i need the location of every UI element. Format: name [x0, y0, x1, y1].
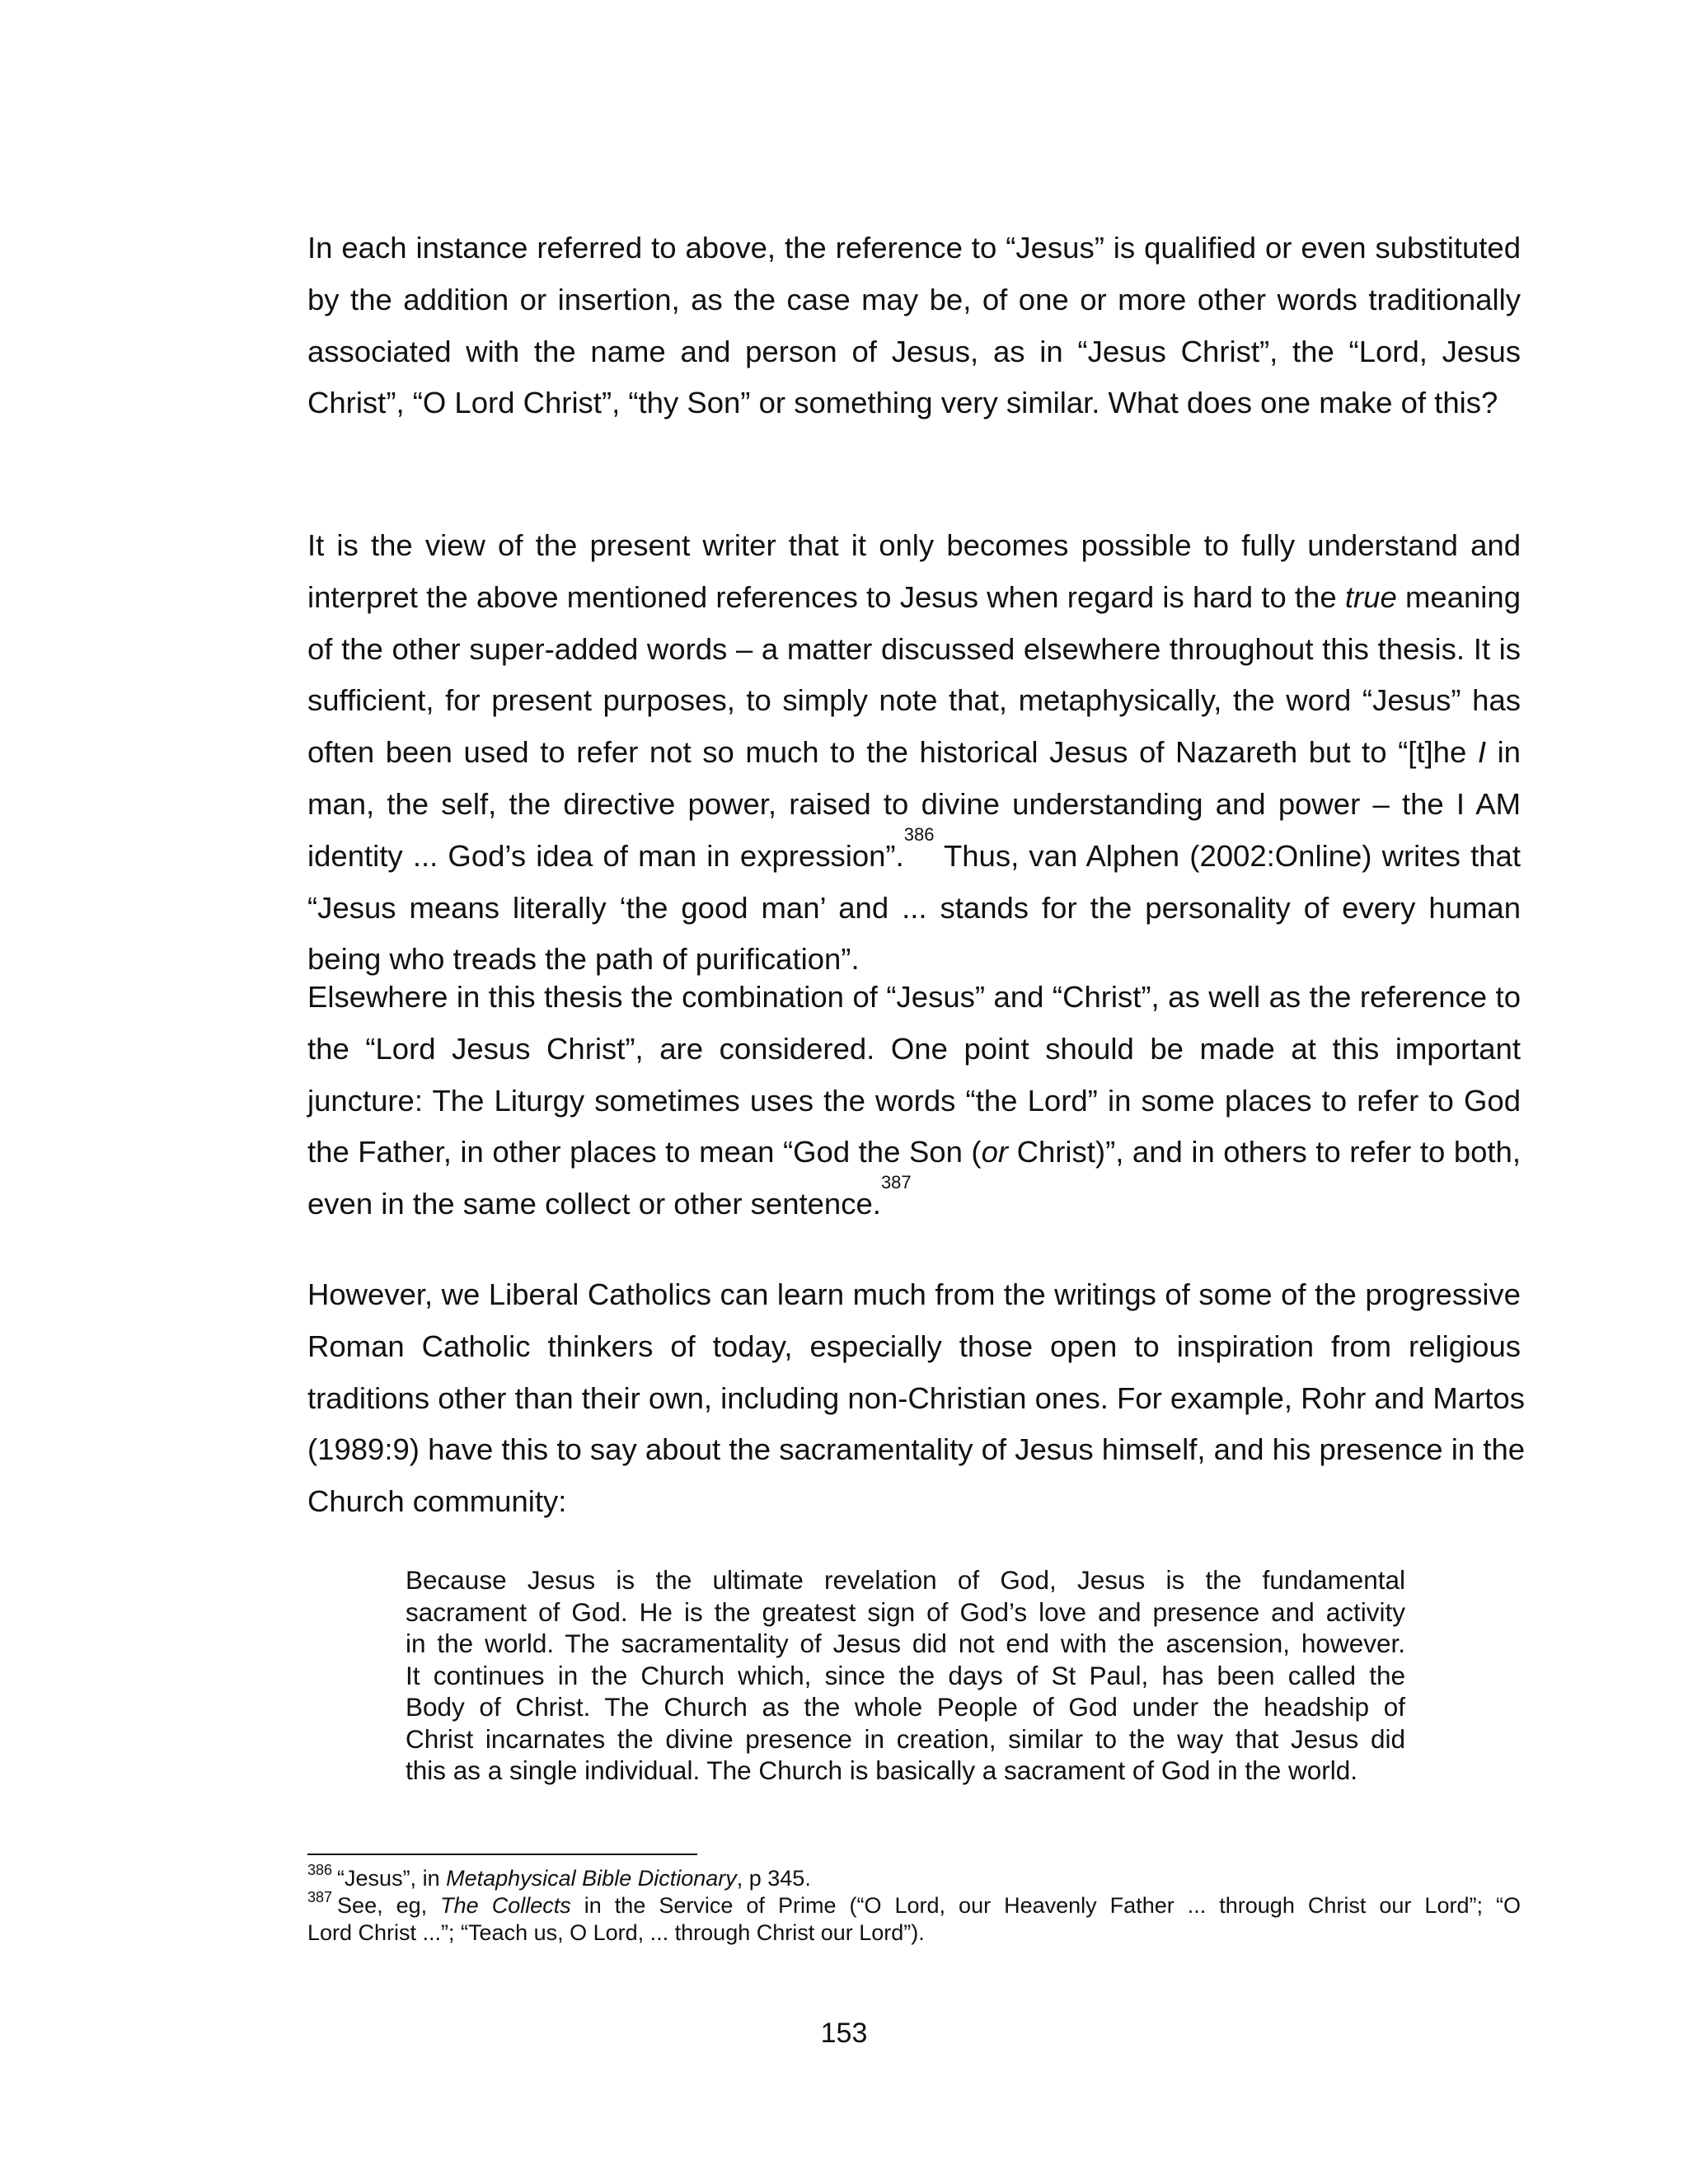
footnote-line — [307, 1862, 1521, 1892]
footnote-divider — [307, 1854, 697, 1855]
text-segment: identity ... God’s idea of man in expression”. — [307, 838, 904, 873]
footnote-number: 386 — [307, 1862, 333, 1878]
text-segment: , p 345. — [736, 1866, 811, 1891]
text-line: “Jesus means literally ‘the good man’ and ... stands for the personality of every human — [307, 890, 1521, 925]
footnote-387 — [307, 1889, 1521, 1947]
emphasis-true: true — [1344, 579, 1397, 614]
footnote-line — [307, 1889, 1521, 1919]
text-line: However, we Liberal Catholics can learn much from the writings of some of the progressive — [307, 1277, 1521, 1311]
text-line: sufficient, for present purposes, to simply note that, metaphysically, the word “Jesus” has — [307, 683, 1521, 718]
text-line — [307, 1127, 1521, 1179]
text-line — [307, 1172, 1521, 1230]
text-line: Roman Catholic thinkers of today, especially those open to inspiration from religious — [307, 1329, 1521, 1363]
text-line: by the addition or insertion, as the case may be, of one or more other words traditionally — [307, 282, 1521, 316]
block-quote — [406, 1564, 1405, 1787]
footnote-title: The Collects — [440, 1893, 571, 1918]
text-line: the “Lord Jesus Christ”, are considered. One point should be made at this important — [307, 1031, 1521, 1066]
text-segment: even in the same collect or other sentence. — [307, 1187, 881, 1221]
footnotes — [307, 1862, 1521, 1947]
footnote-ref-387[interactable]: 387 — [880, 1172, 912, 1193]
text-segment: Christ)”, and in others to refer to both, — [1008, 1135, 1521, 1169]
text-line: Christ”, “O Lord Christ”, “thy Son” or something very similar. What does one make of this? — [307, 386, 1498, 420]
text-line — [307, 823, 1522, 883]
quote-line: in the world. The sacramentality of Jesus did not end with the ascension, however. — [406, 1629, 1405, 1658]
text-line: In each instance referred to above, the reference to “Jesus” is qualified or even substituted — [307, 231, 1521, 265]
text-line — [307, 572, 1521, 624]
text-line: It is the view of the present writer that it only becomes possible to fully understand and — [307, 528, 1521, 562]
text-line: Elsewhere in this thesis the combination of “Jesus” and “Christ”, as well as the reference to — [307, 980, 1521, 1014]
text-line: (1989:9) have this to say about the sacramentality of Jesus himself, and his presence in the — [307, 1432, 1526, 1467]
footnote-ref-386[interactable]: 386 — [903, 823, 935, 845]
text-segment: often been used to refer not so much to the historical Jesus of Nazareth but to “[t]he — [307, 735, 1478, 770]
quote-line: Christ incarnates the divine presence in creation, similar to the way that Jesus did — [406, 1723, 1405, 1754]
quote-line: Body of Christ. The Church as the whole People of God under the headship of — [406, 1692, 1405, 1722]
text-line: juncture: The Liturgy sometimes uses the words “the Lord” in some places to refer to God — [307, 1083, 1521, 1118]
text-segment: Thus, van Alphen (2002:Online) writes that — [934, 838, 1522, 873]
emphasis-or: or — [981, 1135, 1009, 1169]
footnote-title: Metaphysical Bible Dictionary — [446, 1866, 737, 1891]
quote-line: this as a single individual. The Church is basically a sacrament of God in the world. — [406, 1755, 1357, 1785]
paragraph-1 — [307, 223, 1521, 429]
text-line: associated with the name and person of Jesus, as in “Jesus Christ”, the “Lord, Jesus — [307, 334, 1521, 368]
text-line: traditions other than their own, including non-Christian ones. For example, Rohr and Martos — [307, 1380, 1525, 1415]
text-line: of the other super-added words – a matter discussed elsewhere throughout this thesis. It is — [307, 631, 1521, 666]
text-line: being who treads the path of purification”. — [307, 942, 860, 977]
text-line: Church community: — [307, 1484, 567, 1519]
text-segment: the Father, in other places to mean “God the Son ( — [307, 1135, 982, 1169]
paragraph-4 — [307, 1269, 1526, 1528]
text-segment: meaning — [1396, 579, 1522, 614]
footnote-386 — [307, 1862, 1521, 1892]
text-segment: interpret the above mentioned references to Jesus when regard is hard to the — [307, 579, 1345, 614]
paragraph-2 — [307, 520, 1521, 986]
text-segment: “Jesus”, in — [337, 1866, 447, 1891]
footnote-number: 387 — [307, 1889, 333, 1905]
quote-line: sacrament of God. He is the greatest sign of God’s love and presence and activity — [406, 1596, 1405, 1627]
text-line: man, the self, the directive power, raised to divine understanding and power – the I AM — [307, 786, 1521, 821]
text-segment: in — [1486, 735, 1521, 770]
text-segment: See, eg, — [337, 1893, 441, 1918]
quote-line: It continues in the Church which, since the days of St Paul, has been called the — [406, 1660, 1405, 1690]
emphasis-i: I — [1477, 735, 1486, 770]
quote-line: Because Jesus is the ultimate revelation of God, Jesus is the fundamental — [406, 1565, 1405, 1595]
page-number: 153 — [820, 2018, 868, 2049]
paragraph-3 — [307, 972, 1521, 1230]
text-line — [307, 727, 1521, 779]
text-segment: in the Service of Prime (“O Lord, our Heavenly Father ... through Christ our Lord”; “O — [570, 1893, 1521, 1918]
footnote-line: Lord Christ ...”; “Teach us, O Lord, ... through Christ our Lord”). — [307, 1920, 925, 1945]
